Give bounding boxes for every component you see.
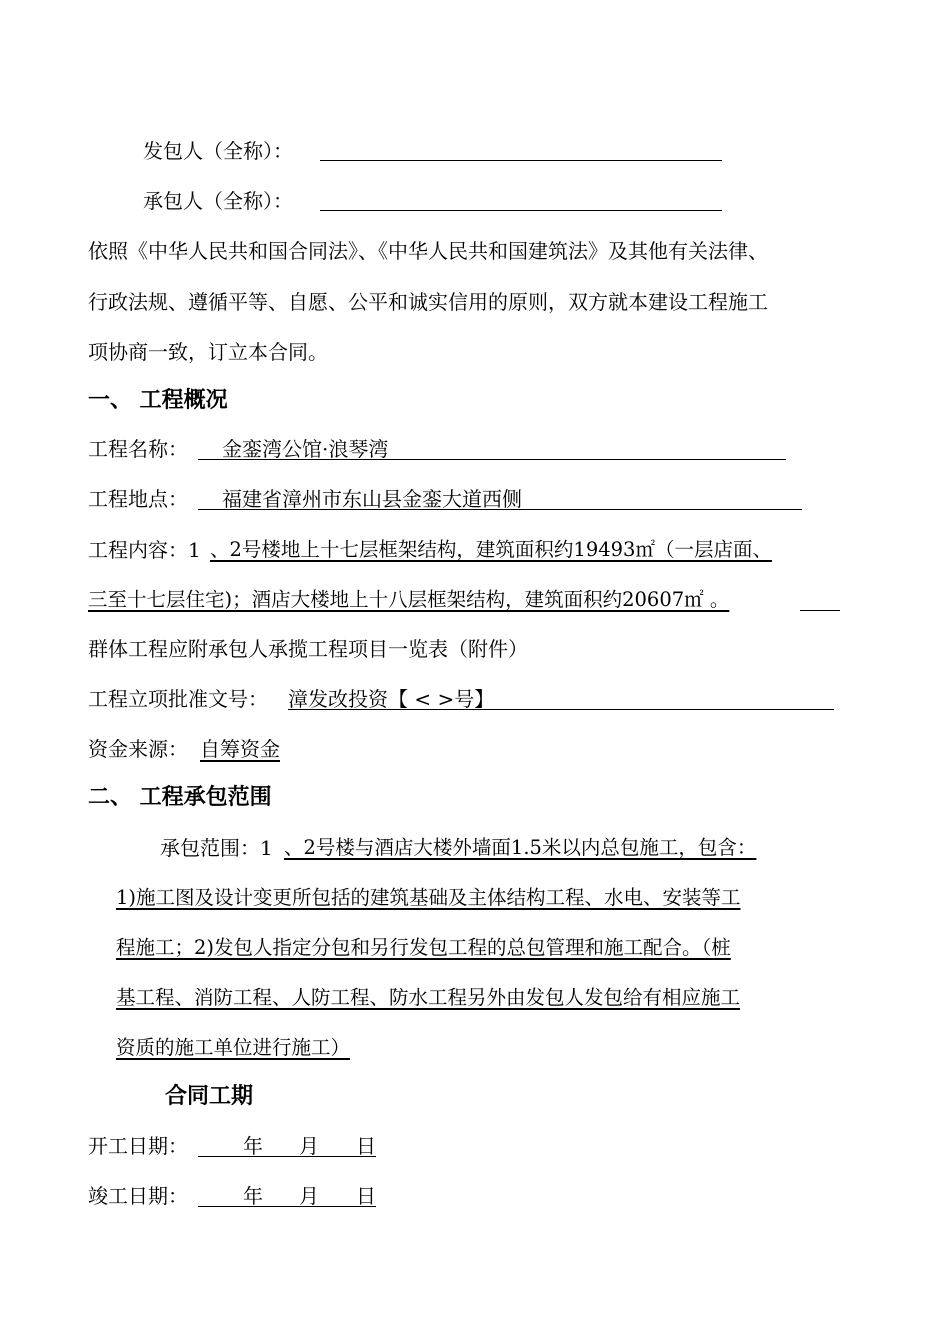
start-date-year: 年 xyxy=(243,1134,263,1158)
group-project-note: 群体工程应附承包人承揽工程项目一览表（附件） xyxy=(88,637,528,661)
project-name-value: 金銮湾公馆·浪琴湾 xyxy=(222,437,389,461)
funding-source-label: 资金来源： xyxy=(88,737,188,761)
scope-line-1: 、2号楼与酒店大楼外墙面1.5米以内总包施工，包含： xyxy=(284,836,757,859)
start-date-field[interactable] xyxy=(198,1156,376,1157)
section-1-heading: 一、 工程概况 xyxy=(88,388,228,413)
end-date-month: 月 xyxy=(299,1184,319,1208)
scope-label: 承包范围：1 xyxy=(160,836,273,860)
project-location-value: 福建省漳州市东山县金銮大道西侧 xyxy=(222,487,522,511)
intro-line-2: 行政法规、遵循平等、自愿、公平和诚实信用的原则，双方就本建设工程施工 xyxy=(88,290,768,314)
project-name-label: 工程名称： xyxy=(88,437,188,461)
start-date-label: 开工日期： xyxy=(88,1134,188,1158)
contractor-label: 承包人（全称）： xyxy=(143,189,293,213)
end-date-field[interactable] xyxy=(198,1206,376,1207)
start-date-day: 日 xyxy=(356,1134,376,1158)
contractor-name-field[interactable] xyxy=(320,210,722,211)
employer-label: 发包人（全称）： xyxy=(143,139,293,163)
section-2-heading: 二、 工程承包范围 xyxy=(88,785,272,810)
scope-line-4: 基工程、消防工程、人防工程、防水工程另外由发包人发包给有相应施工 xyxy=(116,986,741,1009)
project-content-line-2: 三至十七层住宅)；酒店大楼地上十八层框架结构，建筑面积约20607㎡ 。 xyxy=(88,588,730,611)
project-content-line-1: 、2号楼地上十七层框架结构，建筑面积约19493㎡（一层店面、 xyxy=(210,538,772,561)
end-date-label: 竣工日期： xyxy=(88,1184,188,1208)
employer-name-field[interactable] xyxy=(320,160,722,161)
approval-number-value: 漳发改投资【 < >号】 xyxy=(288,687,495,711)
project-content-tail-underline xyxy=(800,610,840,611)
scope-line-5: 资质的施工单位进行施工） xyxy=(116,1036,351,1059)
scope-line-3: 程施工；2)发包人指定分包和另行发包工程的总包管理和施工配合。（桩 xyxy=(116,936,731,959)
intro-line-1: 依照《中华人民共和国合同法》、《中华人民共和国建筑法》及其他有关法律、 xyxy=(88,239,768,263)
end-date-day: 日 xyxy=(356,1184,376,1208)
start-date-month: 月 xyxy=(299,1134,319,1158)
scope-line-2: 1)施工图及设计变更所包括的建筑基础及主体结构工程、水电、安装等工 xyxy=(116,886,741,909)
section-3-heading: 合同工期 xyxy=(165,1084,254,1109)
end-date-year: 年 xyxy=(243,1184,263,1208)
funding-source-value: 自筹资金 xyxy=(200,737,280,761)
intro-line-3: 项协商一致，订立本合同。 xyxy=(88,340,328,364)
approval-number-label: 工程立项批准文号： xyxy=(88,687,268,711)
project-location-label: 工程地点： xyxy=(88,487,188,511)
project-content-label: 工程内容：1 xyxy=(88,538,201,562)
